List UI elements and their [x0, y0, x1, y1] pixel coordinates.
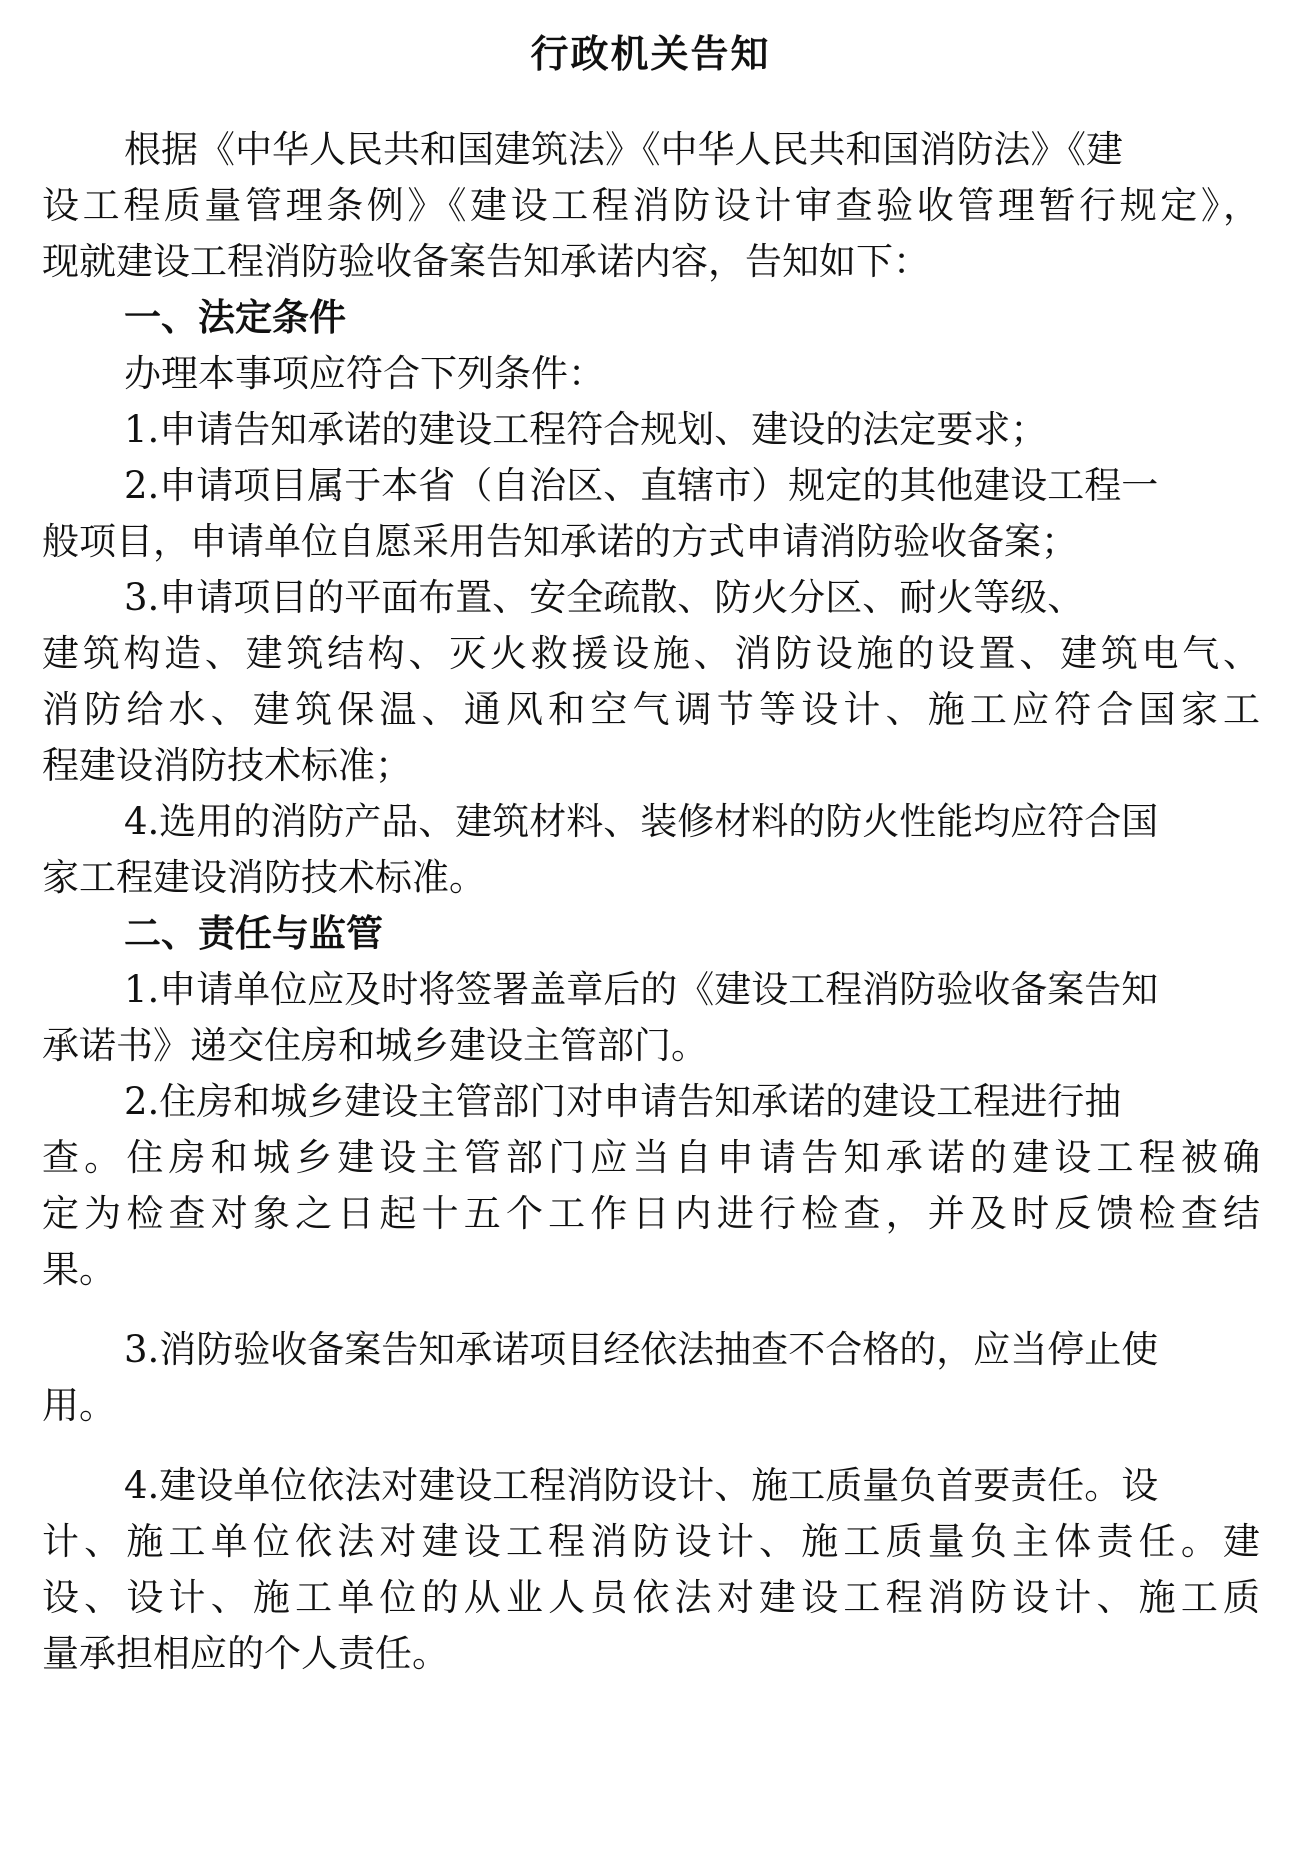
condition-3-line-3: 消防给水、建筑保温、通风和空气调节等设计、施工应符合国家工: [42, 688, 1260, 731]
responsibility-4-line-3: 设、设计、施工单位的从业人员依法对建设工程消防设计、施工质: [42, 1576, 1260, 1619]
paragraph-intro-line-3: 现就建设工程消防验收备案告知承诺内容，告知如下：: [42, 240, 930, 283]
responsibility-4-line-2: 计、施工单位依法对建设工程消防设计、施工质量负主体责任。建: [42, 1520, 1260, 1563]
condition-4-line-1: 4.选用的消防产品、建筑材料、装修材料的防火性能均应符合国: [124, 800, 1159, 843]
condition-2-line-1: 2.申请项目属于本省（自治区、直辖市）规定的其他建设工程一: [124, 464, 1159, 507]
responsibility-3-line-2: 用。: [42, 1384, 116, 1427]
condition-3-line-2: 建筑构造、建筑结构、灭火救援设施、消防设施的设置、建筑电气、: [42, 632, 1260, 675]
paragraph-intro-line-2: 设工程质量管理条例》《建设工程消防设计审查验收管理暂行规定》，: [42, 184, 1260, 227]
responsibility-2-line-3: 定为检查对象之日起十五个工作日内进行检查，并及时反馈检查结: [42, 1192, 1260, 1235]
responsibility-3-line-1: 3.消防验收备案告知承诺项目经依法抽查不合格的，应当停止使: [124, 1328, 1159, 1371]
document-title: 行政机关告知: [530, 32, 771, 76]
responsibility-2-line-2: 查。住房和城乡建设主管部门应当自申请告知承诺的建设工程被确: [42, 1136, 1260, 1179]
condition-1-line-1: 1.申请告知承诺的建设工程符合规划、建设的法定要求；: [124, 408, 1048, 451]
condition-3-line-1: 3.申请项目的平面布置、安全疏散、防火分区、耐火等级、: [124, 576, 1085, 619]
conditions-intro-line: 办理本事项应符合下列条件：: [124, 352, 605, 395]
responsibility-4-line-4: 量承担相应的个人责任。: [42, 1632, 449, 1675]
responsibility-4-line-1: 4.建设单位依法对建设工程消防设计、施工质量负首要责任。设: [124, 1464, 1159, 1507]
condition-4-line-2: 家工程建设消防技术标准。: [42, 856, 486, 899]
responsibility-1-line-2: 承诺书》递交住房和城乡建设主管部门。: [42, 1024, 708, 1067]
paragraph-intro-line-1: 根据《中华人民共和国建筑法》《中华人民共和国消防法》《建: [124, 128, 1123, 171]
condition-3-line-4: 程建设消防技术标准；: [42, 744, 412, 787]
condition-2-line-2: 般项目，申请单位自愿采用告知承诺的方式申请消防验收备案；: [42, 520, 1078, 563]
responsibility-2-line-1: 2.住房和城乡建设主管部门对申请告知承诺的建设工程进行抽: [124, 1080, 1122, 1123]
responsibility-2-line-4: 果。: [42, 1248, 116, 1291]
section-heading-responsibility-supervision: 二、责任与监管: [124, 912, 383, 955]
section-heading-legal-conditions: 一、法定条件: [124, 296, 346, 339]
responsibility-1-line-1: 1.申请单位应及时将签署盖章后的《建设工程消防验收备案告知: [124, 968, 1159, 1011]
